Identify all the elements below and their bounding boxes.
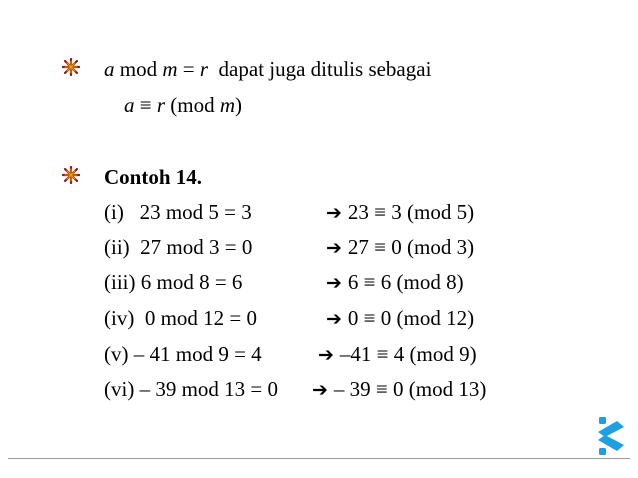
equals-sign: = — [177, 57, 200, 81]
arrow-right-icon: ➔ — [326, 237, 342, 259]
example-rhs-wrap — [326, 199, 474, 226]
mod-word: mod — [114, 57, 163, 81]
arrow-right-icon: ➔ — [312, 379, 328, 401]
example-rhs-wrap — [318, 341, 477, 368]
example-lhs: (v) – 41 mod 9 = 4 — [104, 342, 262, 366]
example-rhs-wrap — [326, 269, 464, 296]
definition-line — [104, 56, 431, 82]
var-a: a — [104, 57, 115, 81]
chevron-left-logo-icon — [591, 416, 627, 456]
var-r: r — [156, 93, 166, 117]
var-a: a — [124, 93, 135, 117]
example-rhs: 0 ≡ 0 (mod 12) — [347, 306, 475, 330]
example-heading: Contoh 14. — [104, 165, 203, 189]
arrow-right-icon: ➔ — [318, 344, 334, 366]
var-m: m — [219, 93, 236, 117]
definition-text: dapat juga ditulis sebagai — [208, 57, 432, 81]
star-bullet-icon — [62, 166, 80, 184]
example-lhs: (iv) 0 mod 12 = 0 — [104, 306, 257, 330]
star-bullet-icon — [62, 58, 80, 76]
example-rhs: 6 ≡ 6 (mod 8) — [347, 270, 464, 294]
arrow-right-icon: ➔ — [326, 308, 342, 330]
example-lhs: (vi) – 39 mod 13 = 0 — [104, 377, 278, 401]
example-rhs: –41 ≡ 4 (mod 9) — [339, 342, 477, 366]
example-rhs-wrap — [326, 234, 474, 261]
arrow-right-icon: ➔ — [326, 272, 342, 294]
footer-divider — [8, 458, 630, 459]
example-lhs: (i) 23 mod 5 = 3 — [104, 200, 252, 224]
equiv-sign: ≡ — [134, 93, 157, 117]
example-rhs: 23 ≡ 3 (mod 5) — [347, 200, 475, 224]
example-rhs: – 39 ≡ 0 (mod 13) — [333, 377, 487, 401]
mod-close: ) — [235, 93, 243, 117]
congruence-notation-line — [124, 92, 242, 118]
arrow-right-icon: ➔ — [326, 202, 342, 224]
example-lhs: (iii) 6 mod 8 = 6 — [104, 270, 243, 294]
mod-open: (mod — [165, 93, 220, 117]
example-lhs: (ii) 27 mod 3 = 0 — [104, 235, 253, 259]
example-rhs: 27 ≡ 0 (mod 3) — [347, 235, 475, 259]
var-m: m — [162, 57, 178, 81]
example-rhs-wrap — [312, 376, 486, 403]
example-rhs-wrap — [326, 305, 474, 332]
var-r: r — [199, 57, 209, 81]
